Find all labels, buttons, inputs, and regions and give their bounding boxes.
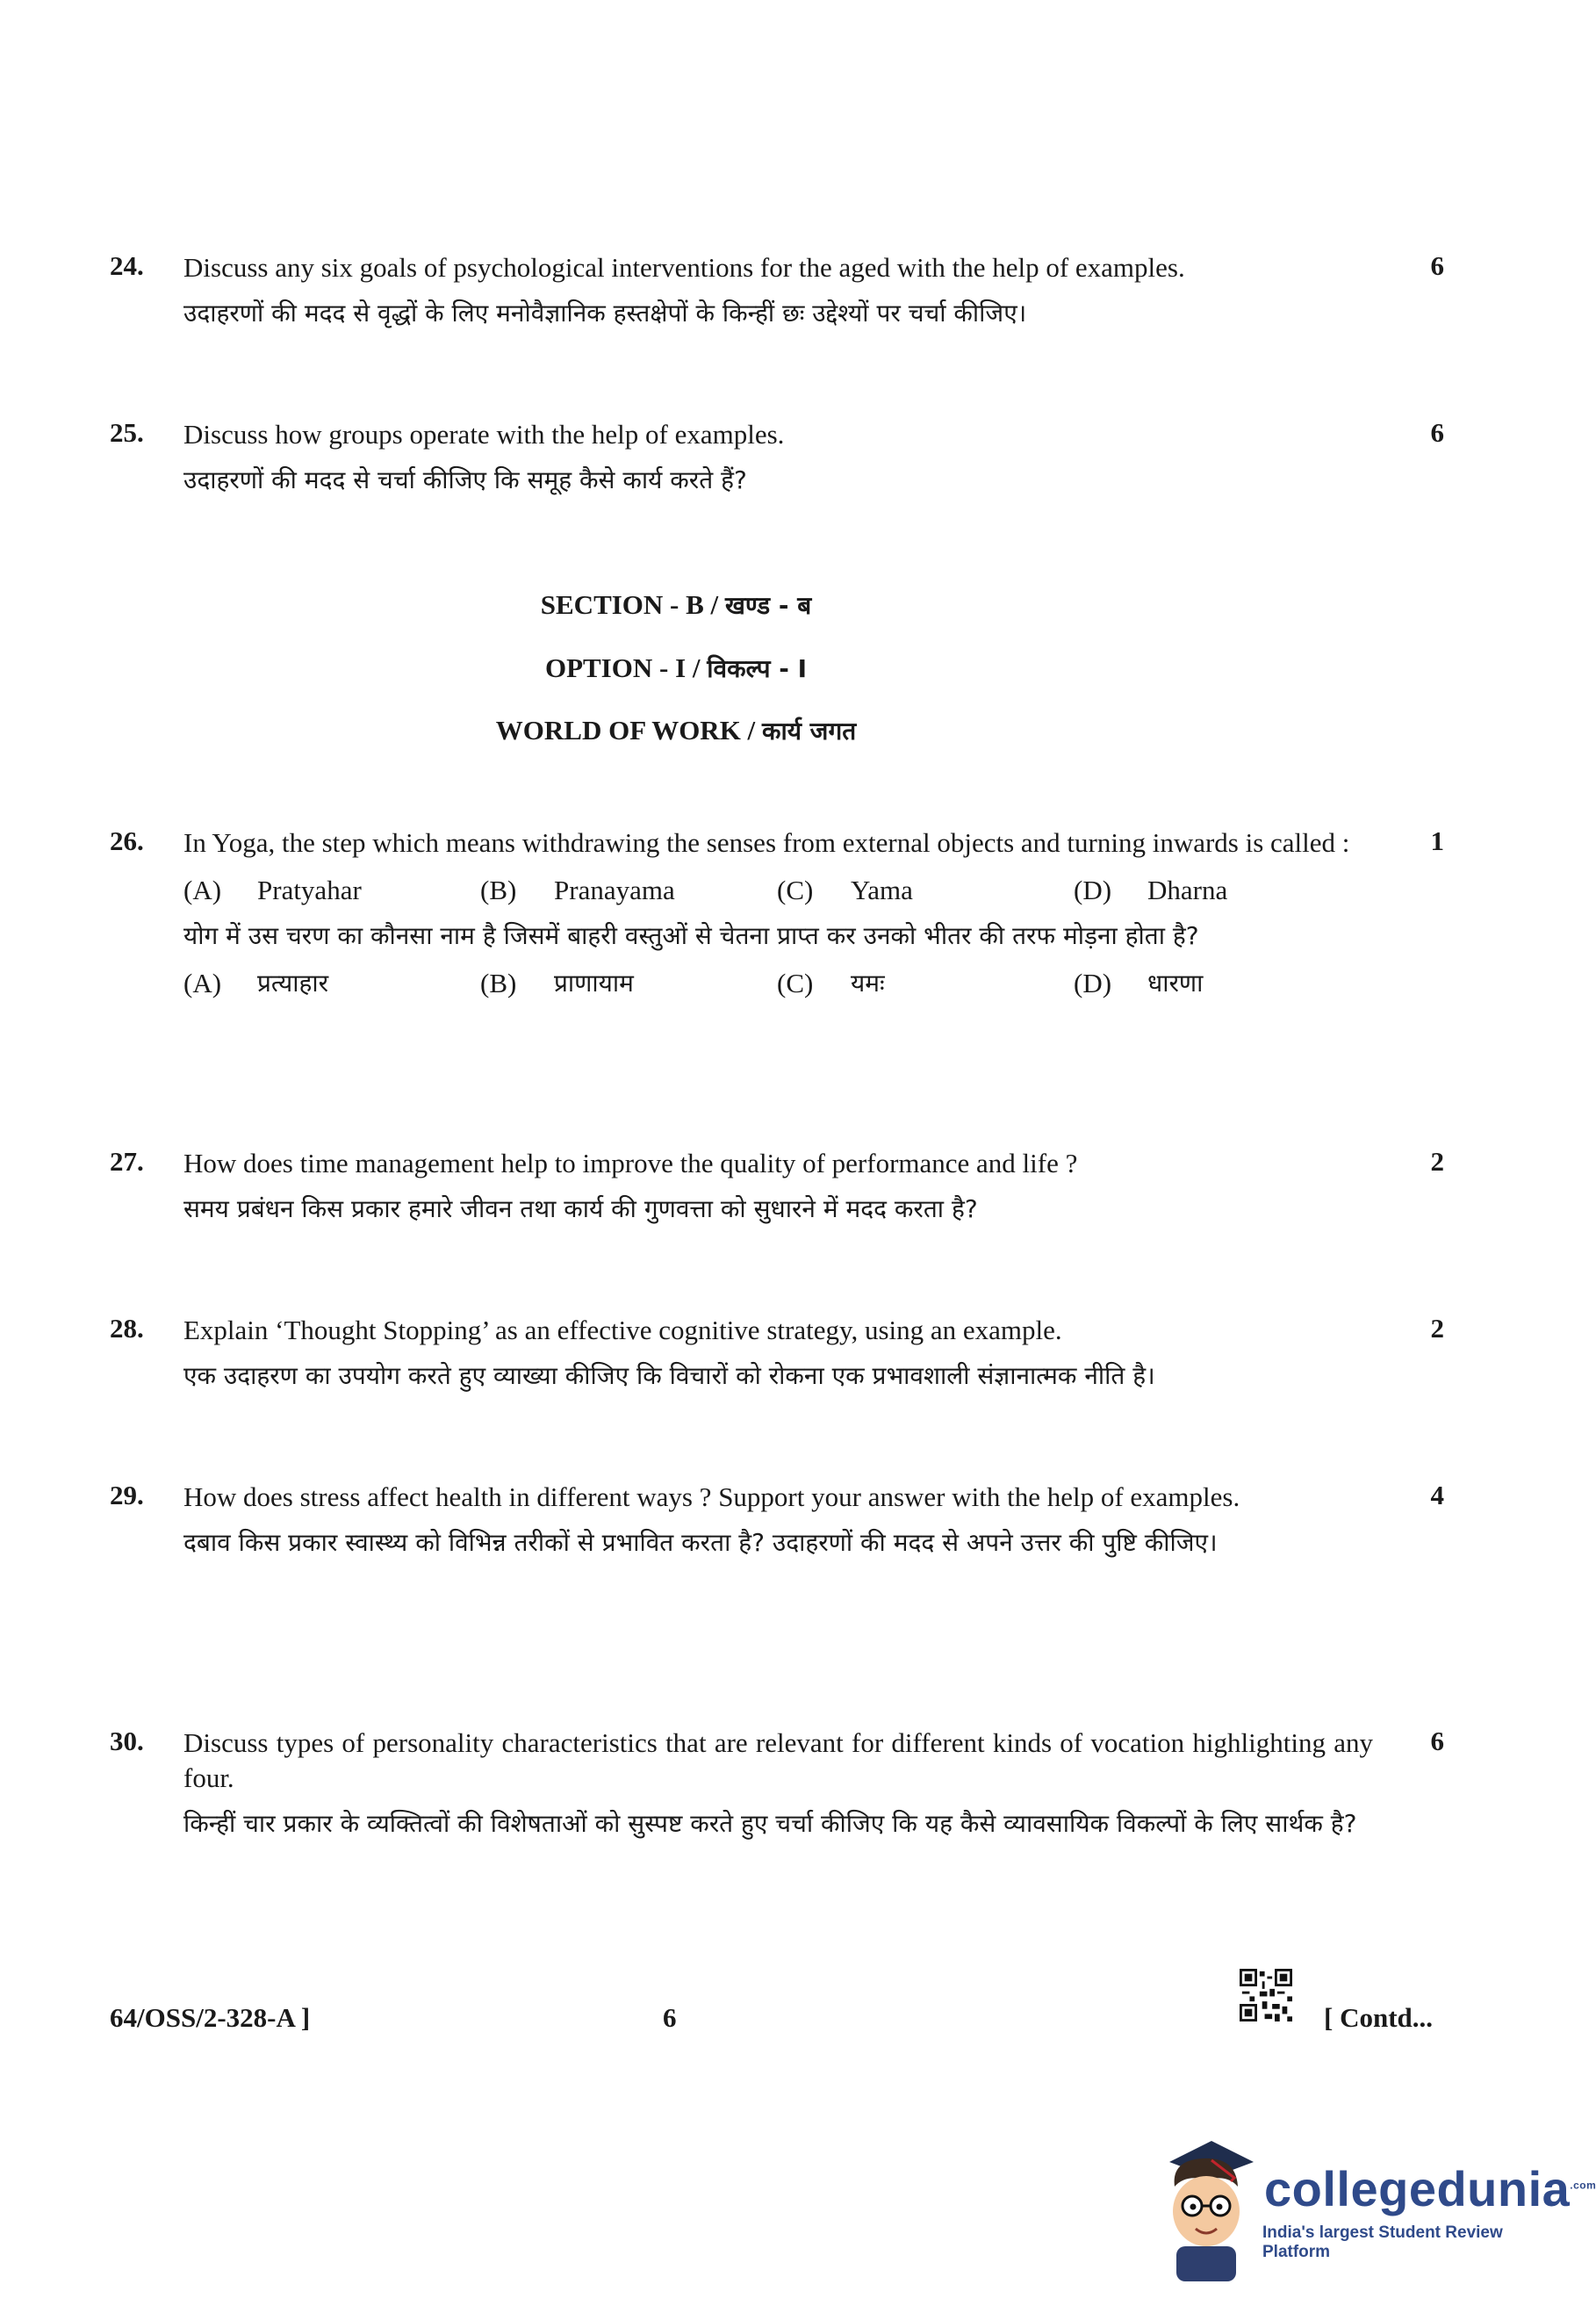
options-en <box>183 873 1373 908</box>
question-marks: 6 <box>1430 1726 1444 1756</box>
option-letter: (A) <box>183 968 222 998</box>
brand-suffix: .com <box>1570 2179 1596 2192</box>
question-body <box>183 1146 1373 1230</box>
question-text-hi: योग में उस चरण का कौनसा नाम है जिसमें बाहरी वस्तुओं से चेतना प्राप्त कर उनको भीतर की तरफ मोड़ना होता है? <box>183 921 1199 950</box>
option-letter: (C) <box>777 968 814 998</box>
question-text-hi: समय प्रबंधन किस प्रकार हमारे जीवन तथा कार्य की गुणवत्ता को सुधारने में मदद करता है? <box>183 1194 978 1223</box>
question-text-en: Discuss any six goals of psychological interventions for the aged with the help of examples. <box>183 252 1185 283</box>
option-heading-hi: विकल्प - I <box>707 654 808 683</box>
qr-code-icon <box>1240 1969 1292 2021</box>
question-marks: 6 <box>1430 250 1444 281</box>
option-d <box>1074 966 1370 1001</box>
brand-name <box>1264 2160 1596 2217</box>
question-marks: 1 <box>1430 825 1444 856</box>
option-letter: (B) <box>480 968 517 998</box>
question-number: 28. <box>110 1313 144 1344</box>
question-text-en: Discuss how groups operate with the help of examples. <box>183 419 785 450</box>
question-body <box>183 1726 1373 1845</box>
question-marks: 2 <box>1430 1313 1444 1344</box>
option-c <box>777 873 1074 908</box>
option-text: Yama <box>851 875 913 905</box>
question-number: 24. <box>110 250 144 281</box>
option-a <box>183 873 480 908</box>
topic-heading <box>0 714 1352 747</box>
question-text-hi: एक उदाहरण का उपयोग करते हुए व्याख्या कीजिए कि विचारों को रोकना एक प्रभावशाली संज्ञानात्मक नीति है। <box>183 1361 1155 1390</box>
option-b <box>480 873 777 908</box>
option-letter: (D) <box>1074 875 1112 905</box>
option-a <box>183 966 480 1001</box>
page-number: 6 <box>663 2002 677 2033</box>
brand-tagline: India's largest Student Review Platform <box>1262 2223 1503 2261</box>
option-text: यमः <box>851 969 885 998</box>
question-text-hi: उदाहरणों की मदद से वृद्धों के लिए मनोवैज्ञानिक हस्तक्षेपों के किन्हीं छः उद्देश्यों पर चर्चा कीजिए। <box>183 299 1027 328</box>
section-heading-hi: खण्ड - ब <box>724 591 812 620</box>
option-text: प्राणायाम <box>554 969 634 998</box>
question-marks: 2 <box>1430 1146 1444 1177</box>
question-text-en: Discuss types of personality characteristics that are relevant for different kinds of vocation highlighting any four. <box>183 1727 1373 1793</box>
option-text: Pratyahar <box>257 875 362 905</box>
question-marks: 4 <box>1430 1480 1444 1510</box>
question-marks: 6 <box>1430 417 1444 448</box>
question-text-hi: दबाव किस प्रकार स्वास्थ्य को विभिन्न तरीकों से प्रभावित करता है? उदाहरणों की मदद से अपने उत्तर की पुष्टि कीजिए। <box>183 1528 1218 1557</box>
question-body <box>183 250 1373 335</box>
option-letter: (A) <box>183 875 222 905</box>
option-letter: (B) <box>480 875 517 905</box>
question-body <box>183 417 1373 501</box>
question-number: 30. <box>110 1726 144 1756</box>
section-heading <box>0 588 1352 622</box>
option-text: धारणा <box>1147 969 1204 998</box>
mascot-icon <box>1150 2125 1264 2292</box>
topic-heading-hi: कार्य जगत <box>761 717 857 746</box>
topic-heading-en: WORLD OF WORK / <box>495 715 762 746</box>
option-letter: (C) <box>777 875 814 905</box>
section-heading-en: SECTION - B / <box>540 589 725 620</box>
question-text-hi: किन्हीं चार प्रकार के व्यक्तित्वों की विशेषताओं को सुस्पष्ट करते हुए चर्चा कीजिए कि यह कैसे व्यावसायिक विकल्पों के लिए सार्थक है? <box>183 1809 1357 1838</box>
options-hi <box>183 966 1373 1001</box>
question-text-en: How does time management help to improve the quality of performance and life ? <box>183 1148 1078 1178</box>
brand-name-text: collegedunia <box>1264 2161 1571 2216</box>
question-number: 27. <box>110 1146 144 1177</box>
question-body <box>183 825 1373 1001</box>
option-c <box>777 966 1074 1001</box>
continued-label: [ Contd... <box>1324 2002 1434 2033</box>
question-body <box>183 1480 1373 1564</box>
collegedunia-logo <box>1150 2125 1596 2292</box>
question-text-en: In Yoga, the step which means withdrawing the senses from external objects and turning inwards is called : <box>183 827 1350 858</box>
question-number: 29. <box>110 1480 144 1510</box>
option-heading-en: OPTION - I / <box>544 652 708 683</box>
question-text-en: How does stress affect health in different ways ? Support your answer with the help of examples. <box>183 1481 1240 1512</box>
paper-code: 64/OSS/2-328-A ] <box>110 2002 311 2033</box>
question-text-en: Explain ‘Thought Stopping’ as an effective cognitive strategy, using an example. <box>183 1315 1062 1345</box>
question-number: 26. <box>110 825 144 856</box>
option-text: Pranayama <box>554 875 675 905</box>
option-b <box>480 966 777 1001</box>
option-text: Dharna <box>1147 875 1228 905</box>
option-text: प्रत्याहार <box>257 969 329 998</box>
option-letter: (D) <box>1074 968 1112 998</box>
option-heading <box>0 652 1352 685</box>
question-body <box>183 1313 1373 1397</box>
option-d <box>1074 873 1370 908</box>
question-text-hi: उदाहरणों की मदद से चर्चा कीजिए कि समूह कैसे कार्य करते हैं? <box>183 465 747 494</box>
question-number: 25. <box>110 417 144 448</box>
